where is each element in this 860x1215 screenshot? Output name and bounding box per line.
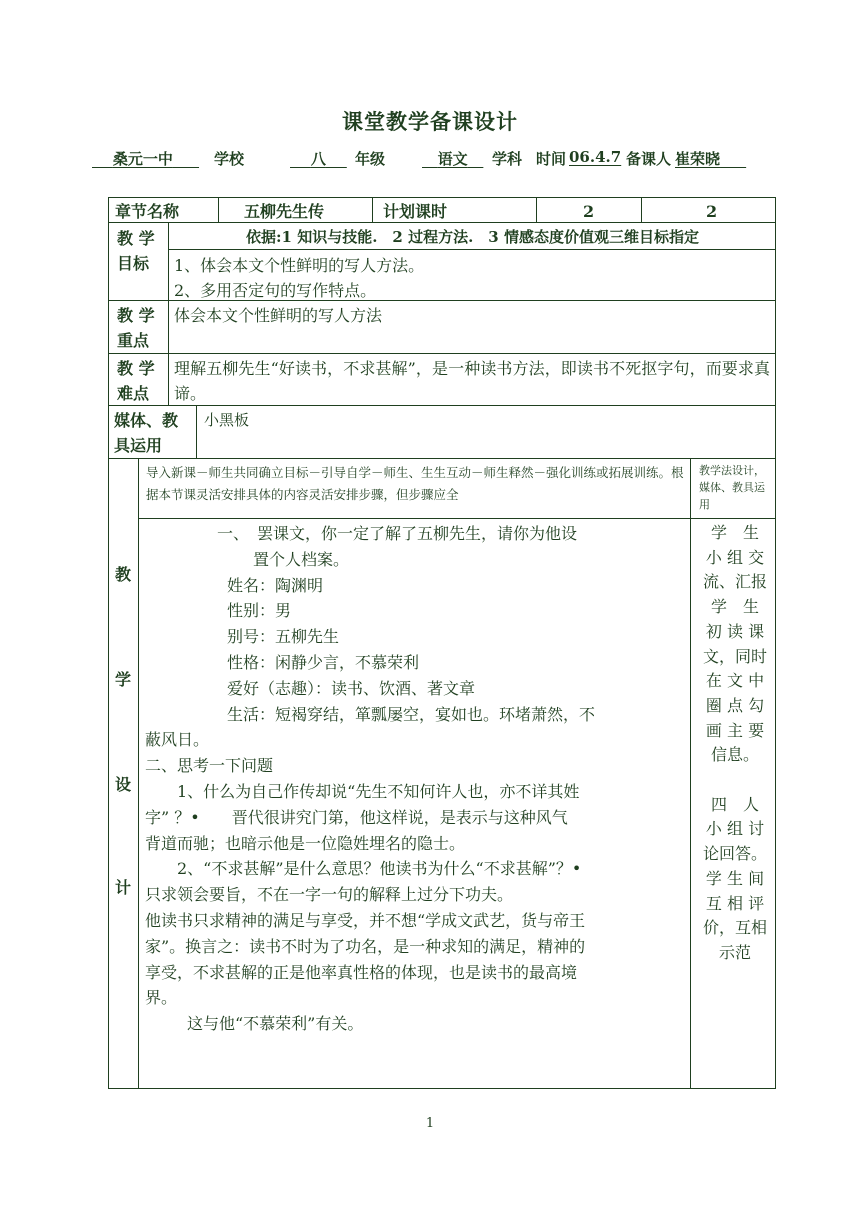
table-border-bottom [108,1088,776,1089]
method-header: 教学法设计，媒体、教具运用 [699,464,765,511]
focus-text: 体会本文个性鲜明的写人方法 [174,306,383,325]
difficulty-text: 理解五柳先生“好读书，不求甚解”，是一种读书方法，即读书不死抠字句，而要求真谛。 [174,359,770,403]
media-label: 媒体、教 具运用 [114,411,179,455]
focus-label: 教 学 重点 [117,306,155,350]
col-divider [218,197,219,223]
hours-label: 计划课时 [383,202,448,221]
media-text: 小黑板 [204,411,250,429]
goals-basis: 依据:1 知识与技能. 2 过程方法. 3 情感态度价值观三维目标指定 [246,228,699,246]
preparer-label: 备课人 [626,150,672,168]
method-notes: 学 生 小 组 交 流、汇报 学 生 初 读 课 文，同时 在 文 中 圈 点 勾 画 主 要 信息。 四 人 小 组 讨 论回答。 学 生 间 互 相 评 价，互相 示范 [702,523,767,962]
hours-value-2: 2 [706,202,718,221]
page-number: 1 [425,1116,435,1131]
time-value: 06.4.7 [569,148,622,166]
col-divider [690,458,691,1089]
subject-value: 语文 [437,150,468,168]
col-divider [536,197,537,223]
col-divider [196,405,197,459]
chapter-label: 章节名称 [115,202,180,221]
difficulty-label: 教 学 难点 [117,359,155,403]
grade-value: 八 [310,150,326,168]
subject-label: 学科 [492,150,523,168]
design-label-4: 计 [115,878,132,897]
row-divider [108,458,776,459]
chapter-name: 五柳先生传 [244,202,325,221]
col-divider [168,222,169,406]
goals-content: 1、体会本文个性鲜明的写人方法。 2、多用否定句的写作特点。 [174,256,425,300]
time-label: 时间 [536,150,567,168]
col-divider [372,197,373,223]
design-label-1: 教 [115,565,132,584]
table-border-right [775,197,776,1089]
design-label-3: 设 [115,775,132,794]
school-label: 学校 [214,150,245,168]
goals-label: 教 学 目标 [117,229,155,273]
grade-label: 年级 [355,150,386,168]
row-divider [108,353,776,354]
design-label-2: 学 [115,670,132,689]
design-guide: 导入新课－师生共同确立目标－引导自学－师生、生生互动－师生释然－强化训练或拓展训练。根据本节课灵活安排具体的内容灵活安排步骤，但步骤应全 [146,465,684,502]
hours-value-1: 2 [583,202,595,221]
row-divider [138,518,776,519]
page-title: 课堂教学备课设计 [342,109,518,134]
design-content: 一、 罢课文，你一定了解了五柳先生，请你为他设 置个人档案。 姓名：陶渊明 性别：男 别号：五柳先生 性格：闲静少言，不慕荣利 爱好（志趣）：读书、饮酒、著文章 生活：短褐穿结，箪瓢屡空，宴如也。环堵萧然，不 蔽风日。 二、思考一下问题 1、什么为自己作传却说“先生不知何许人也，亦不详其姓 字” ？• 晋代很讲究门第，他这样说，是表示与这种风气 背道而驰；也暗示他是一位隐姓埋名的隐士。 2、“不求甚解”是什么意思？他读书为什么“不求甚解”？• 只求领会要旨，不在一字一句的解释上过分下功夫。 他读书只求精神的满足与享受，并不想“学成文武艺，货与帝王 家”。换言之：读书不时为了功名，是一种求知的满足，精神的 享受，不求甚解的正是他率真性格的体现，也是读书的最高境 界。 这与他“不慕荣利”有关。 [145,524,596,1034]
table-border-top [108,197,776,198]
table-border-left [108,197,109,1089]
preparer-value: 崔荣晓 [675,150,721,168]
col-divider [641,197,642,223]
col-divider [138,458,139,1089]
school-value: 桑元一中 [112,150,173,168]
